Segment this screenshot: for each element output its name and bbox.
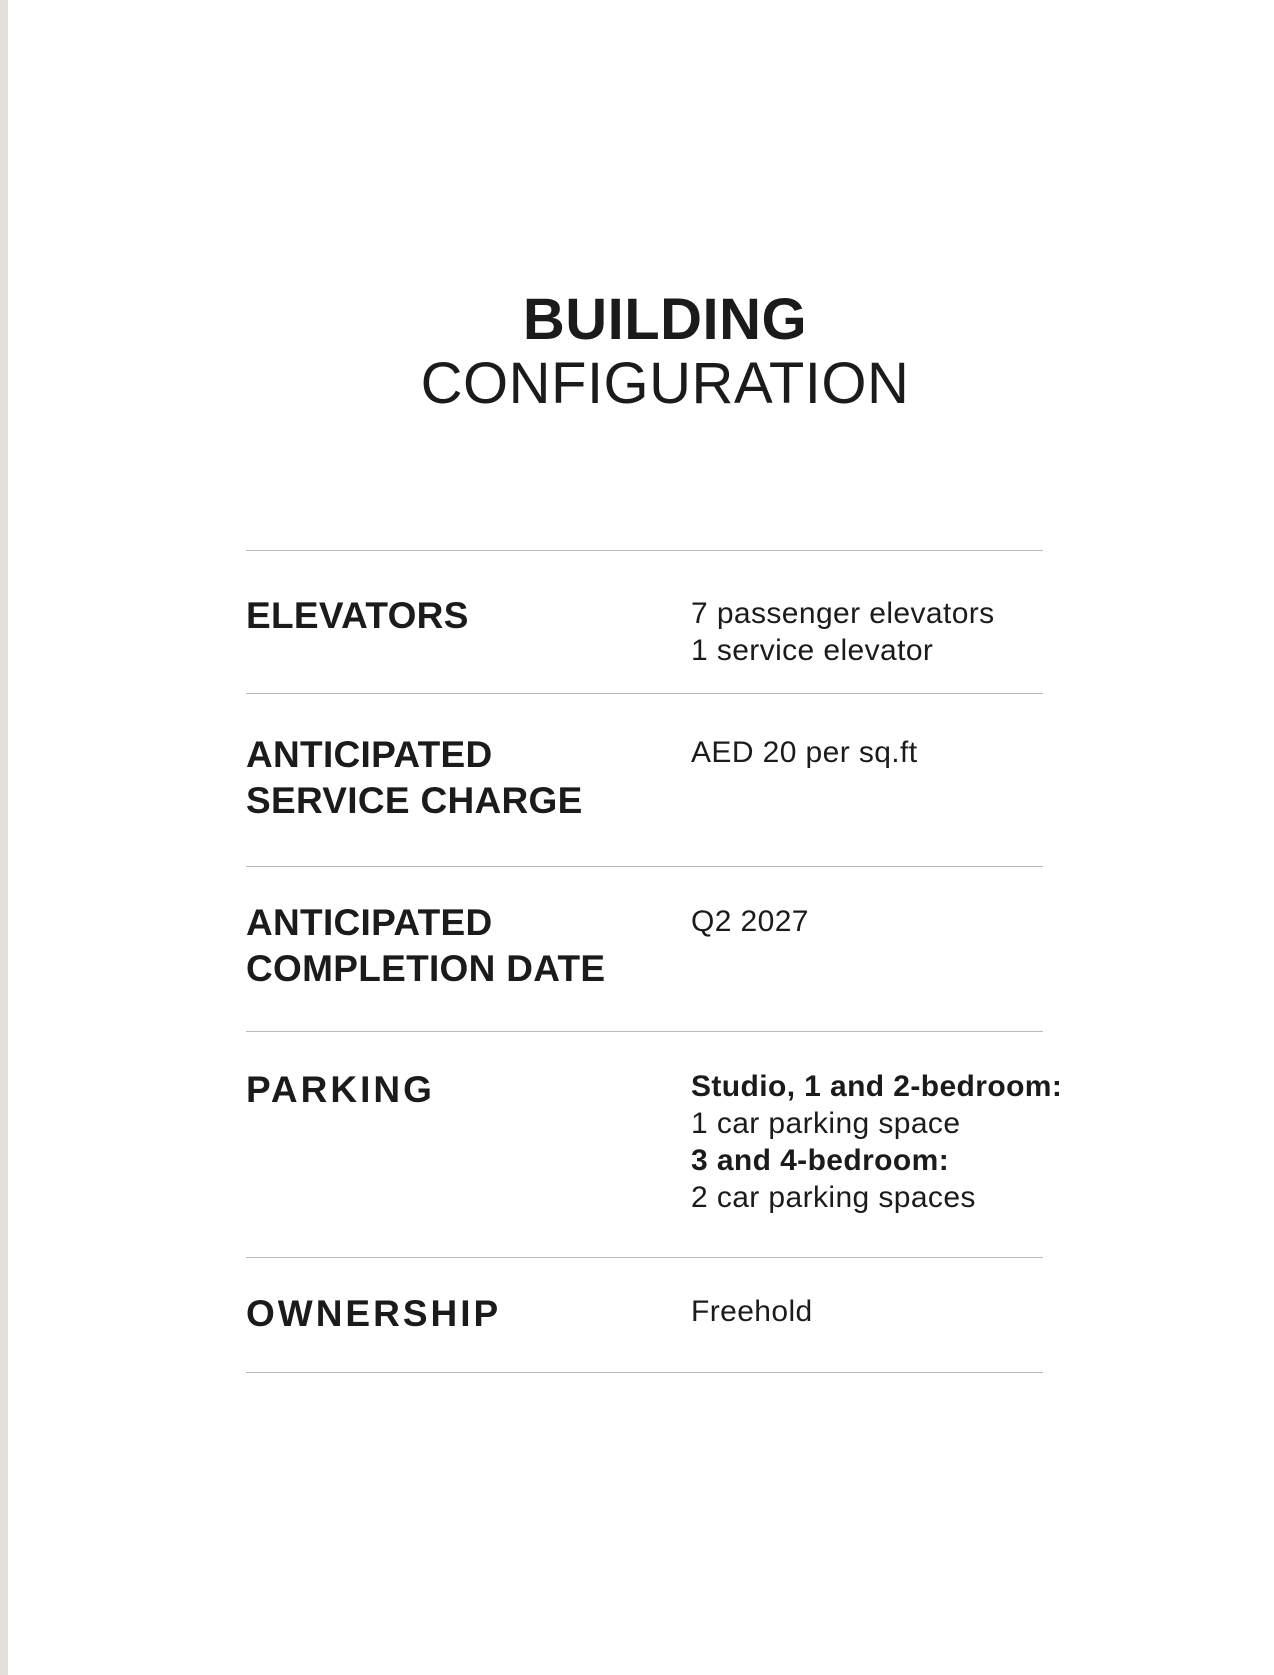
row-value-ownership: Freehold [691,1295,813,1328]
parking-group-small: Studio, 1 and 2-bedroom: [691,1070,1063,1103]
title-line-regular: CONFIGURATION [420,351,910,416]
page-edge [0,0,8,1675]
row-label-parking: PARKING [246,1069,435,1110]
divider [246,693,1043,694]
title-line-bold: BUILDING [522,287,808,352]
row-label-elevators: ELEVATORS [246,595,469,636]
row-value-service-charge: AED 20 per sq.ft [691,736,918,769]
row-value-completion-date: Q2 2027 [691,905,809,938]
row-label-completion-date: ANTICIPATED COMPLETION DATE [246,902,606,989]
row-label-service-charge: ANTICIPATED SERVICE CHARGE [246,734,583,821]
divider [246,1372,1043,1373]
divider [246,550,1043,551]
row-value-parking: Studio, 1 and 2-bedroom: 1 car parking space 3 and 4-bedroom: 2 car parking spaces [691,1070,1063,1214]
row-value-elevators: 7 passenger elevators 1 service elevator [691,597,995,667]
divider [246,866,1043,867]
row-label-ownership: OWNERSHIP [246,1293,502,1334]
divider [246,1257,1043,1258]
page-title [0,288,1274,416]
parking-group-large: 3 and 4-bedroom: [691,1144,950,1177]
divider [246,1031,1043,1032]
